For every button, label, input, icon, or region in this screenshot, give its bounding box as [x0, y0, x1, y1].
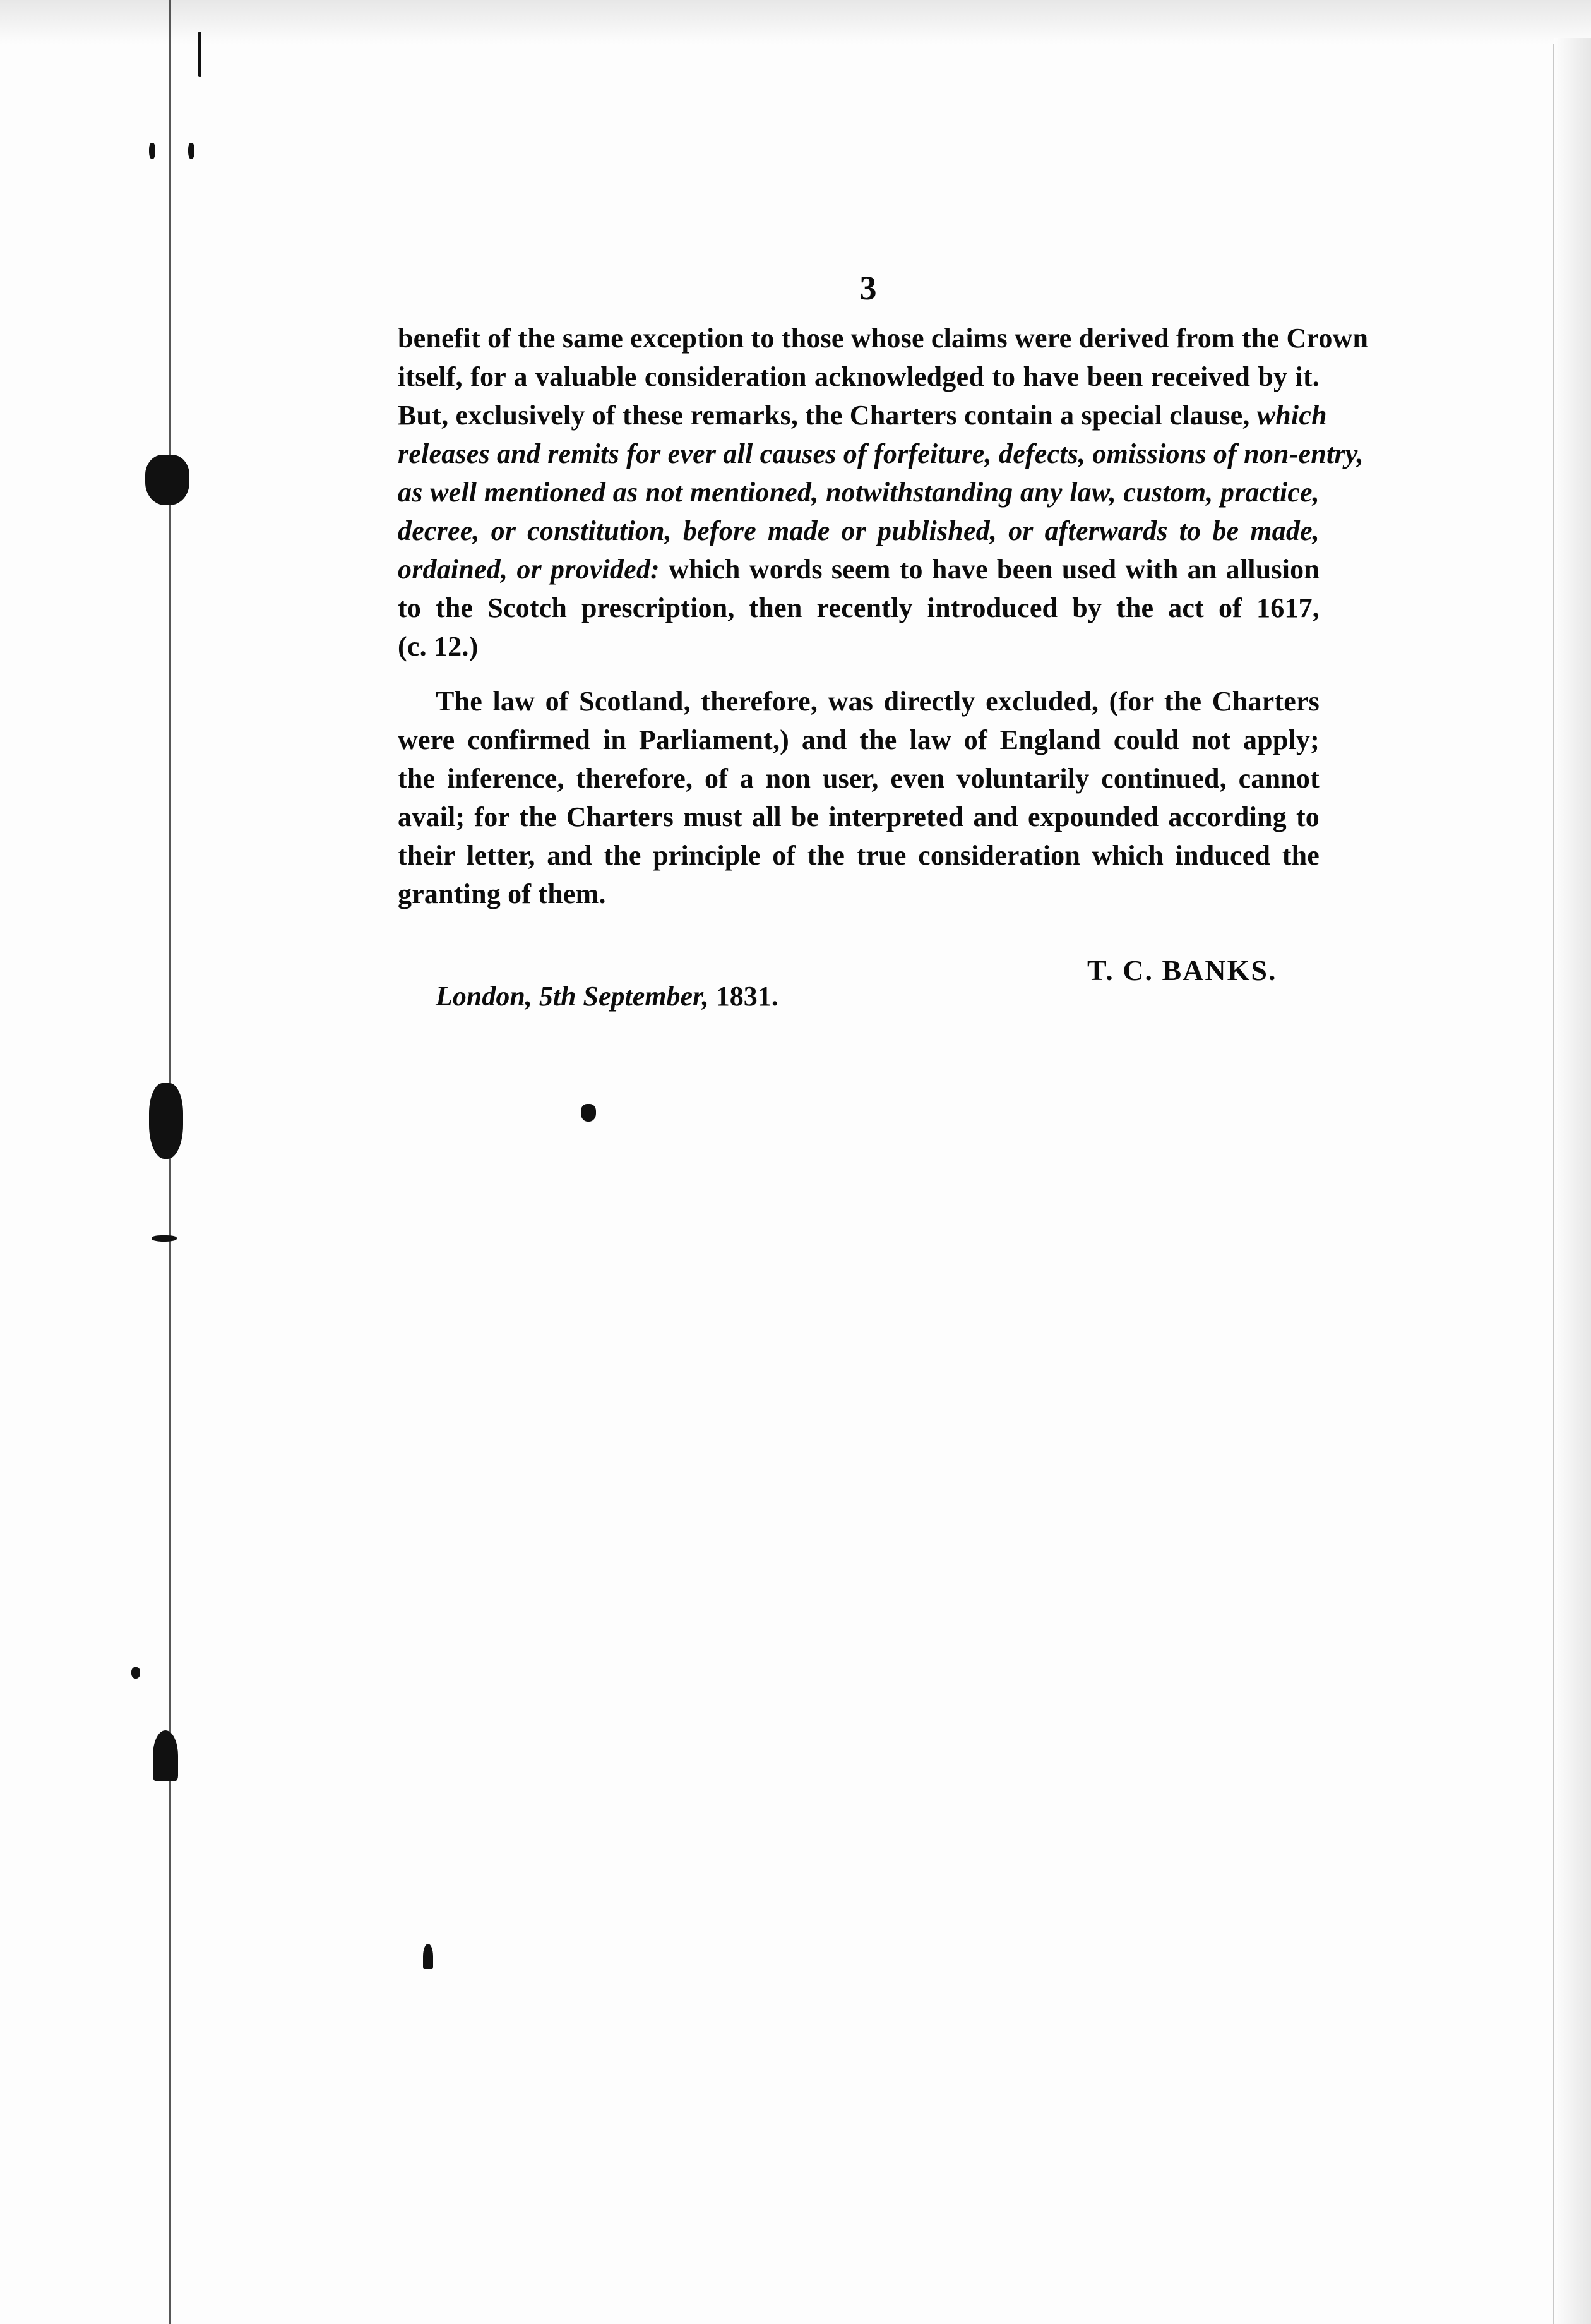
- text-segment: But, exclusively of these remarks, the Charters contain a special clause,: [398, 400, 1250, 431]
- text-line: to the Scotch prescription, then recently introduced by the act of 1617,: [398, 592, 1320, 623]
- paragraph-1: [398, 319, 1369, 666]
- text-line: benefit of the same exception to those whose claims were derived from the Crown: [398, 323, 1369, 354]
- binding-mark: [149, 143, 155, 159]
- text-line: The law of Scotland, therefore, was directly excluded, (for the Charters: [436, 686, 1320, 717]
- binding-mark: [198, 32, 201, 77]
- year: 1831.: [708, 981, 778, 1012]
- text-segment: which words seem to have been used with an allusion: [659, 554, 1320, 585]
- text-line: (c. 12.): [398, 631, 479, 662]
- text-line-italic: releases and remits for ever all causes of forfeiture, defects, omissions of non-entry,: [398, 438, 1364, 469]
- text-line: the inference, therefore, of a non user, even voluntarily continued, cannot: [398, 763, 1320, 794]
- paragraph-2: [398, 682, 1320, 913]
- scan-top-edge: [0, 0, 1591, 44]
- ink-blot: [581, 1104, 596, 1122]
- binding-mark: [149, 1083, 183, 1159]
- text-line-italic: as well mentioned as not mentioned, notwithstanding any law, custom, practice,: [398, 477, 1320, 508]
- text-line: were confirmed in Parliament,) and the law of England could not apply;: [398, 724, 1320, 755]
- binding-mark: [152, 1235, 177, 1242]
- text-line: [398, 396, 1327, 434]
- place-date: London, 5th September,: [436, 981, 709, 1012]
- binding-mark: [153, 1730, 178, 1781]
- text-line: granting of them.: [398, 878, 606, 909]
- text-line: [398, 550, 1320, 589]
- scan-right-edge: [1554, 38, 1591, 2324]
- author-signature: T. C. BANKS.: [1087, 954, 1277, 986]
- text-line-italic: decree, or constitution, before made or published, or afterwards to be made,: [398, 515, 1320, 546]
- italic-segment: which: [1256, 400, 1327, 431]
- text-line: their letter, and the principle of the true consideration which induced the: [398, 840, 1320, 871]
- binding-mark: [423, 1944, 433, 1969]
- page-number: 3: [859, 269, 877, 307]
- binding-edge-line: [169, 0, 171, 2324]
- binding-mark: [145, 455, 189, 505]
- text-line: itself, for a valuable consideration acknowledged to have been received by it.: [398, 361, 1320, 392]
- italic-segment: ordained, or provided:: [398, 554, 660, 585]
- place-date-line: [436, 980, 778, 1012]
- text-line: avail; for the Charters must all be interpreted and expounded according to: [398, 801, 1320, 832]
- binding-mark: [131, 1667, 140, 1679]
- binding-mark: [188, 143, 194, 159]
- page-right-border: [1553, 44, 1554, 2324]
